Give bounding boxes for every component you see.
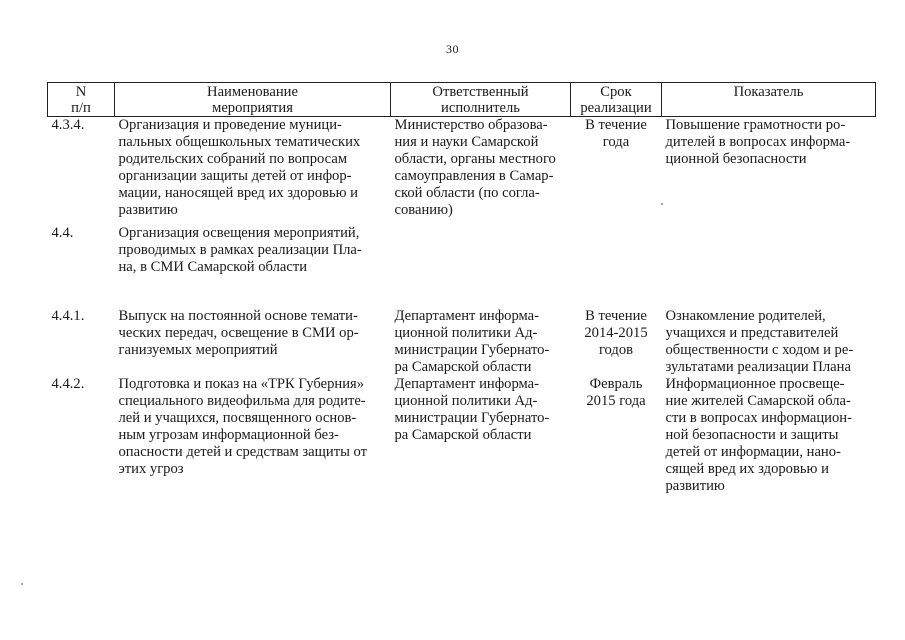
cell-line: развитию (118, 202, 178, 218)
cell-indicator (662, 308, 876, 376)
header-name-line: мероприятия (212, 100, 293, 116)
cell-line: ционной политики Ад- (394, 393, 538, 409)
table-row (48, 117, 876, 226)
cell-line: ционной политики Ад- (394, 325, 538, 341)
cell-line: ганизуемых мероприятий (118, 342, 278, 358)
cell-num (48, 225, 115, 308)
cell-line: ной безопасности и защиты (665, 427, 839, 443)
cell-executor (391, 225, 571, 308)
cell-num (48, 117, 115, 226)
cell-term (571, 308, 662, 376)
cell-line: года (602, 134, 630, 150)
cell-line: 4.4. (51, 225, 74, 241)
cell-line: ра Самарской области (394, 427, 532, 443)
cell-line: зультатами реализации Плана (665, 359, 851, 375)
scan-speck (21, 583, 23, 585)
cell-name (115, 117, 391, 226)
header-num-line: N (75, 84, 87, 100)
header-executor-line: исполнитель (441, 100, 520, 116)
scan-speck (661, 203, 663, 205)
cell-line: В течение (585, 117, 647, 133)
cell-line: Информационное просвеще- (665, 376, 845, 392)
cell-line: Департамент информа- (394, 308, 540, 324)
cell-line: Подготовка и показ на «ТРК Губерния» (118, 376, 365, 392)
header-executor (391, 83, 571, 117)
cell-indicator (662, 225, 876, 308)
cell-line: сящей вред их здоровью и (665, 461, 829, 477)
cell-term (571, 376, 662, 495)
header-term-line: Срок (600, 84, 632, 100)
cell-line: министрации Губернато- (394, 342, 550, 358)
cell-line: 4.4.2. (51, 376, 85, 392)
cell-line: организации защиты детей от инфор- (118, 168, 352, 184)
header-indicator-line: Показатель (733, 84, 804, 100)
cell-name (115, 308, 391, 376)
cell-line: Ознакомление родителей, (665, 308, 826, 324)
header-term-line: реализации (580, 100, 652, 116)
table-header (48, 83, 876, 117)
header-indicator (662, 83, 876, 117)
cell-line: сованию) (394, 202, 453, 218)
cell-line: ние жителей Самарской обла- (665, 393, 851, 409)
cell-line: развитию (665, 478, 725, 494)
header-row (48, 83, 876, 117)
cell-line: детей от информации, нано- (665, 444, 841, 460)
cell-line: годов (598, 342, 634, 358)
cell-line: пальных общешкольных тематических (118, 134, 361, 150)
cell-num (48, 376, 115, 495)
cell-line: 2014-2015 (584, 325, 648, 341)
cell-num (48, 308, 115, 376)
cell-line: области, органы местного (394, 151, 556, 167)
header-name-line: Наименование (207, 84, 298, 100)
cell-executor (391, 308, 571, 376)
cell-term (571, 225, 662, 308)
header-num-line: п/п (71, 100, 91, 116)
cell-line: В течение (585, 308, 647, 324)
cell-name (115, 376, 391, 495)
cell-line: учащихся и представителей (665, 325, 839, 341)
cell-line: Выпуск на постоянной основе темати- (118, 308, 358, 324)
cell-line: министрации Губернато- (394, 410, 550, 426)
cell-line: ным угрозам информационной без- (118, 427, 339, 443)
header-executor-line: Ответственный (432, 84, 529, 100)
header-num (48, 83, 115, 117)
cell-line: 4.3.4. (51, 117, 85, 133)
cell-line: Февраль (589, 376, 643, 392)
cell-line: сти в вопросах информацион- (665, 410, 852, 426)
cell-line: самоуправления в Самар- (394, 168, 554, 184)
cell-indicator (662, 117, 876, 226)
cell-line: на, в СМИ Самарской области (118, 259, 308, 275)
cell-line: опасности детей и средствам защиты от (118, 444, 368, 460)
cell-line: ческих передач, освещение в СМИ ор- (118, 325, 359, 341)
cell-name (115, 225, 391, 308)
cell-line: ра Самарской области (394, 359, 532, 375)
cell-line: Повышение грамотности ро- (665, 117, 846, 133)
table-row (48, 225, 876, 308)
table-row (48, 308, 876, 376)
cell-line: дителей в вопросах информа- (665, 134, 851, 150)
table-body (48, 117, 876, 496)
cell-executor (391, 117, 571, 226)
cell-line: общественности с ходом и ре- (665, 342, 854, 358)
header-term (571, 83, 662, 117)
cell-line: Организация освещения мероприятий, (118, 225, 360, 241)
cell-line: ционной безопасности (665, 151, 807, 167)
cell-line: Департамент информа- (394, 376, 540, 392)
cell-line: родительских собраний по вопросам (118, 151, 348, 167)
cell-line: лей и учащихся, посвященного основ- (118, 410, 357, 426)
cell-line: 2015 года (586, 393, 646, 409)
cell-line: ния и науки Самарской (394, 134, 539, 150)
cell-indicator (662, 376, 876, 495)
cell-line: 4.4.1. (51, 308, 85, 324)
cell-term (571, 117, 662, 226)
plan-table (47, 82, 876, 495)
cell-executor (391, 376, 571, 495)
cell-line: мации, наносящей вред их здоровью и (118, 185, 358, 201)
cell-line: Организация и проведение муници- (118, 117, 342, 133)
cell-line: специального видеофильма для родите- (118, 393, 366, 409)
cell-line: этих угроз (118, 461, 184, 477)
cell-line: ской области (по согла- (394, 185, 540, 201)
page-number: 30 (446, 42, 459, 56)
table-row (48, 376, 876, 495)
cell-line: Министерство образова- (394, 117, 548, 133)
cell-line: проводимых в рамках реализации Пла- (118, 242, 362, 258)
header-name (115, 83, 391, 117)
